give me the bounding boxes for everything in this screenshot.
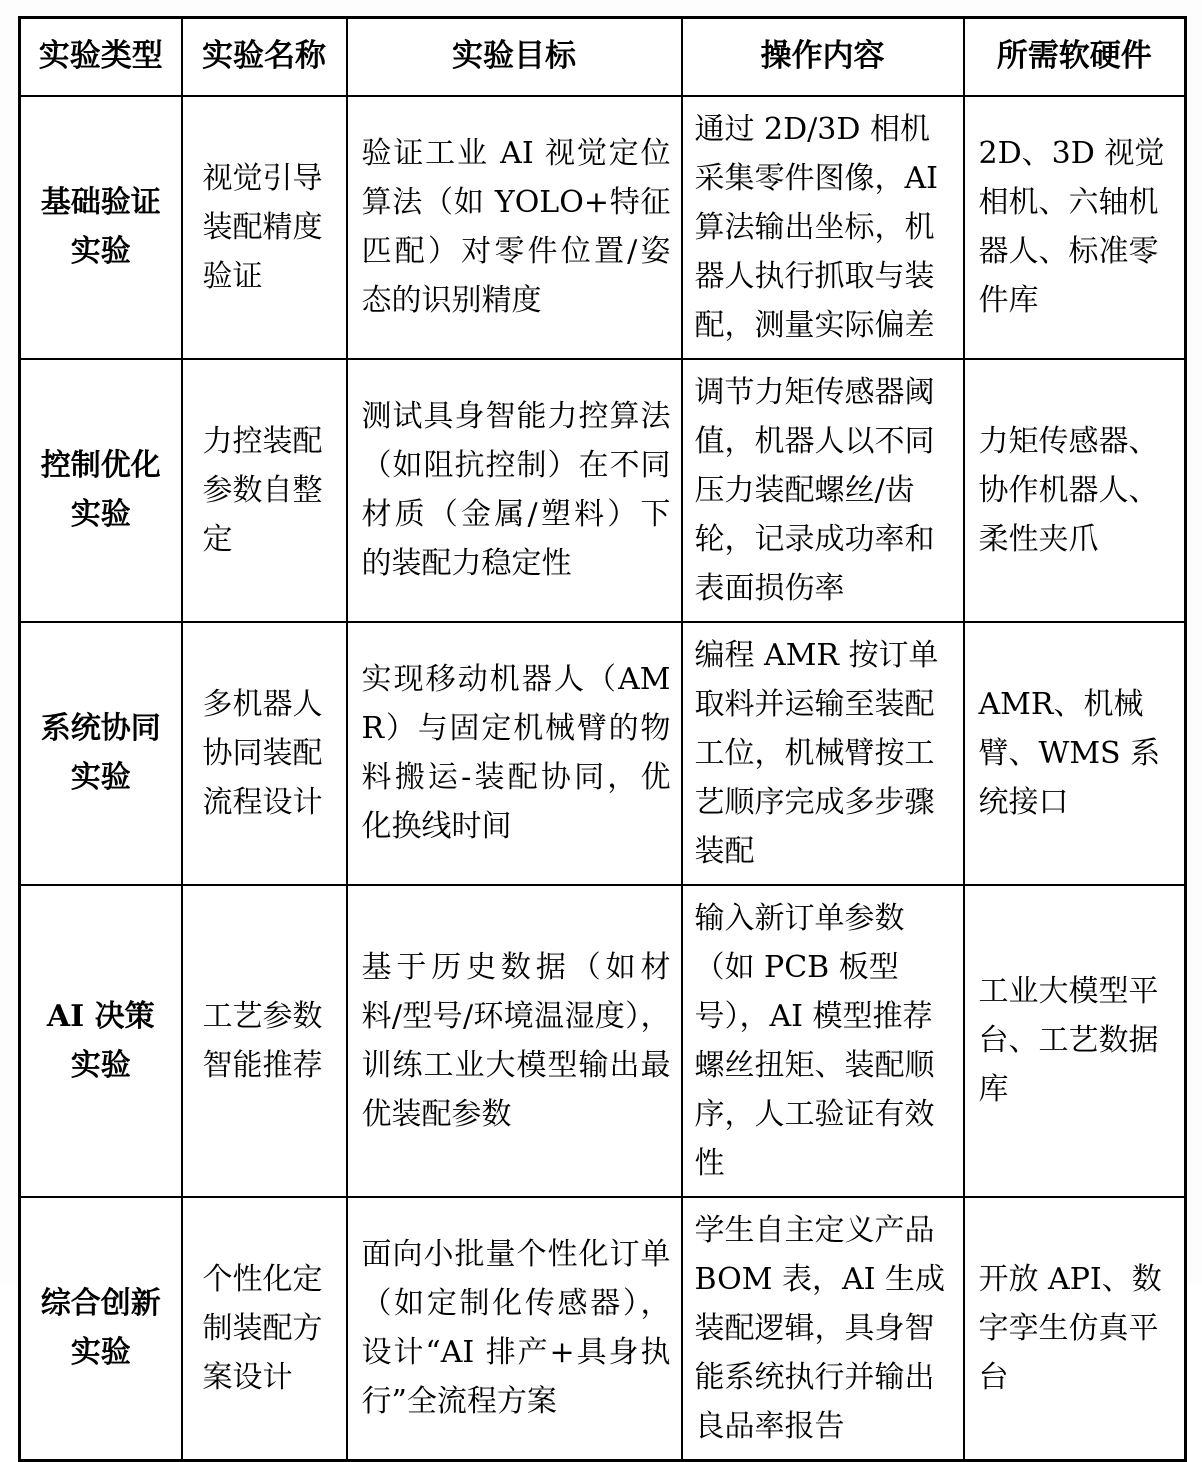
cell-operation-content: 学生自主定义产品 BOM 表，AI 生成装配逻辑，具身智能系统执行并输出良品率报告 <box>682 1197 964 1461</box>
cell-experiment-name: 视觉引导装配精度验证 <box>182 96 347 359</box>
cell-experiment-type: 基础验证实验 <box>20 96 182 359</box>
cell-required-hardware: 2D、3D 视觉相机、六轴机器人、标准零件库 <box>964 96 1186 359</box>
header-experiment-type: 实验类型 <box>20 18 182 96</box>
header-experiment-goal: 实验目标 <box>347 18 682 96</box>
cell-experiment-goal: 测试具身智能力控算法（如阻抗控制）在不同材质（金属/塑料）下的装配力稳定性 <box>347 359 682 622</box>
cell-operation-content: 编程 AMR 按订单取料并运输至装配工位，机械臂按工艺顺序完成多步骤装配 <box>682 622 964 885</box>
cell-operation-content: 输入新订单参数（如 PCB 板型号），AI 模型推荐螺丝扭矩、装配顺序，人工验证有效性 <box>682 885 964 1197</box>
experiments-table <box>18 16 1187 1462</box>
cell-operation-content: 通过 2D/3D 相机采集零件图像，AI 算法输出坐标，机器人执行抓取与装配，测量实际偏差 <box>682 96 964 359</box>
cell-experiment-goal: 基于历史数据（如材料/型号/环境温湿度），训练工业大模型输出最优装配参数 <box>347 885 682 1197</box>
cell-experiment-name: 个性化定制装配方案设计 <box>182 1197 347 1461</box>
cell-operation-content: 调节力矩传感器阈值，机器人以不同压力装配螺丝/齿轮，记录成功率和表面损伤率 <box>682 359 964 622</box>
cell-experiment-goal: 验证工业 AI 视觉定位算法（如 YOLO+特征匹配）对零件位置/姿态的识别精度 <box>347 96 682 359</box>
cell-required-hardware: 力矩传感器、协作机器人、柔性夹爪 <box>964 359 1186 622</box>
cell-experiment-name: 工艺参数智能推荐 <box>182 885 347 1197</box>
cell-experiment-goal: 面向小批量个性化订单（如定制化传感器），设计“AI 排产+具身执行”全流程方案 <box>347 1197 682 1461</box>
cell-required-hardware: 工业大模型平台、工艺数据库 <box>964 885 1186 1197</box>
cell-experiment-name: 力控装配参数自整定 <box>182 359 347 622</box>
cell-required-hardware: AMR、机械臂、WMS 系统接口 <box>964 622 1186 885</box>
cell-experiment-type: AI 决策实验 <box>20 885 182 1197</box>
cell-experiment-name: 多机器人协同装配流程设计 <box>182 622 347 885</box>
header-experiment-name: 实验名称 <box>182 18 347 96</box>
cell-experiment-type: 控制优化实验 <box>20 359 182 622</box>
cell-required-hardware: 开放 API、数字孪生仿真平台 <box>964 1197 1186 1461</box>
cell-experiment-type: 综合创新实验 <box>20 1197 182 1461</box>
table-row-basic-validation <box>20 96 1186 359</box>
table-row-system-collaboration <box>20 622 1186 885</box>
header-row <box>20 18 1186 96</box>
cell-experiment-goal: 实现移动机器人（AMR）与固定机械臂的物料搬运-装配协同，优化换线时间 <box>347 622 682 885</box>
header-operation-content: 操作内容 <box>682 18 964 96</box>
table-row-comprehensive-innovation <box>20 1197 1186 1461</box>
cell-experiment-type: 系统协同实验 <box>20 622 182 885</box>
header-required-hardware-software: 所需软硬件 <box>964 18 1186 96</box>
table-row-control-optimization <box>20 359 1186 622</box>
table-row-ai-decision <box>20 885 1186 1197</box>
